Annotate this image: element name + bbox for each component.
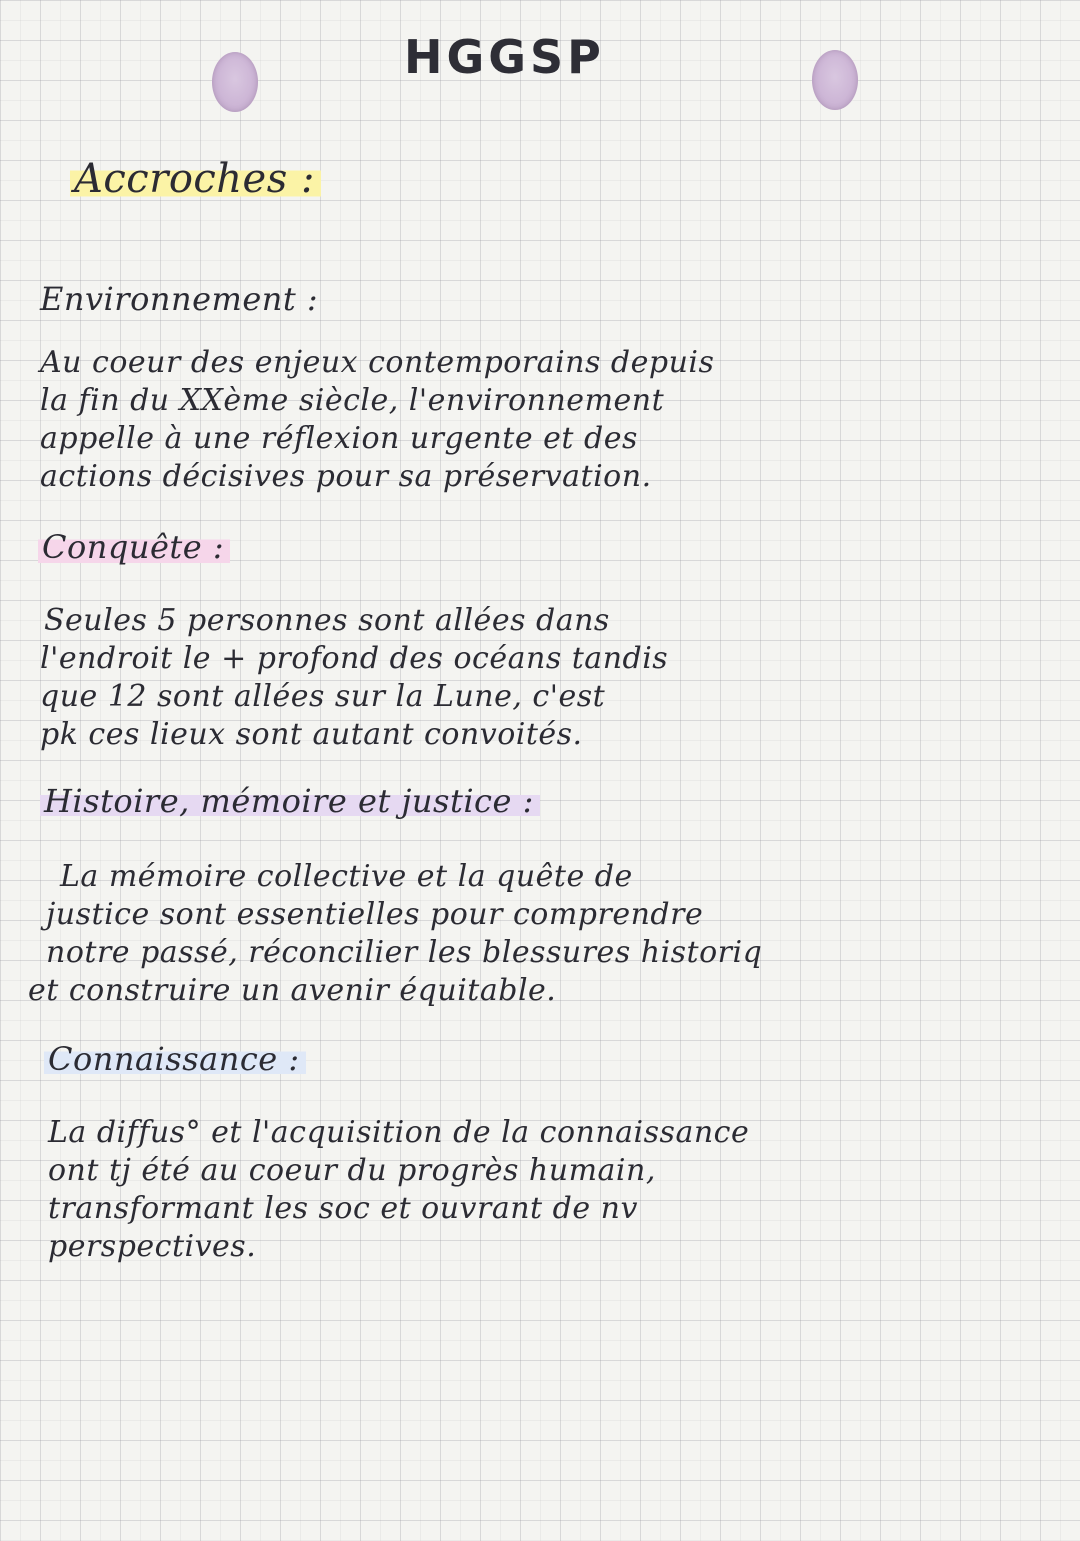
section-heading-conquete: Conquête :: [38, 528, 230, 566]
section-text-line: appelle à une réflexion urgente et des: [40, 421, 638, 456]
section-heading-connaissance: Connaissance :: [44, 1040, 306, 1078]
binder-hole-left: [212, 52, 258, 112]
section-heading-environnement: Environnement :: [40, 280, 319, 318]
section-text-line: pk ces lieux sont autant convoités.: [40, 717, 583, 752]
section-text-line: Au coeur des enjeux contemporains depuis: [40, 345, 715, 380]
section-text-line: que 12 sont allées sur la Lune, c'est: [40, 679, 606, 714]
section-text-line: et construire un avenir équitable.: [28, 973, 557, 1008]
section-text-line: La diffus° et l'acquisition de la connaissance: [48, 1115, 750, 1150]
section-text-line: transformant les soc et ouvrant de nv: [48, 1191, 638, 1226]
section-text-line: justice sont essentielles pour comprendre: [46, 897, 704, 932]
page-title: HGGSP: [404, 30, 605, 84]
binder-hole-right: [812, 50, 858, 110]
section-text-line: Seules 5 personnes sont allées dans: [44, 603, 610, 638]
main-heading: Accroches :: [70, 156, 321, 202]
section-text-line: actions décisives pour sa préservation.: [40, 459, 652, 494]
section-text-line: l'endroit le + profond des océans tandis: [40, 641, 669, 676]
section-text-line: notre passé, réconcilier les blessures historiq: [46, 935, 763, 970]
section-text-line: la fin du XXème siècle, l'environnement: [40, 383, 665, 418]
section-text-line: perspectives.: [48, 1229, 257, 1264]
section-heading-histoire: Histoire, mémoire et justice :: [40, 782, 540, 820]
section-text-line: La mémoire collective et la quête de: [60, 859, 633, 894]
section-text-line: ont tj été au coeur du progrès humain,: [48, 1153, 656, 1188]
